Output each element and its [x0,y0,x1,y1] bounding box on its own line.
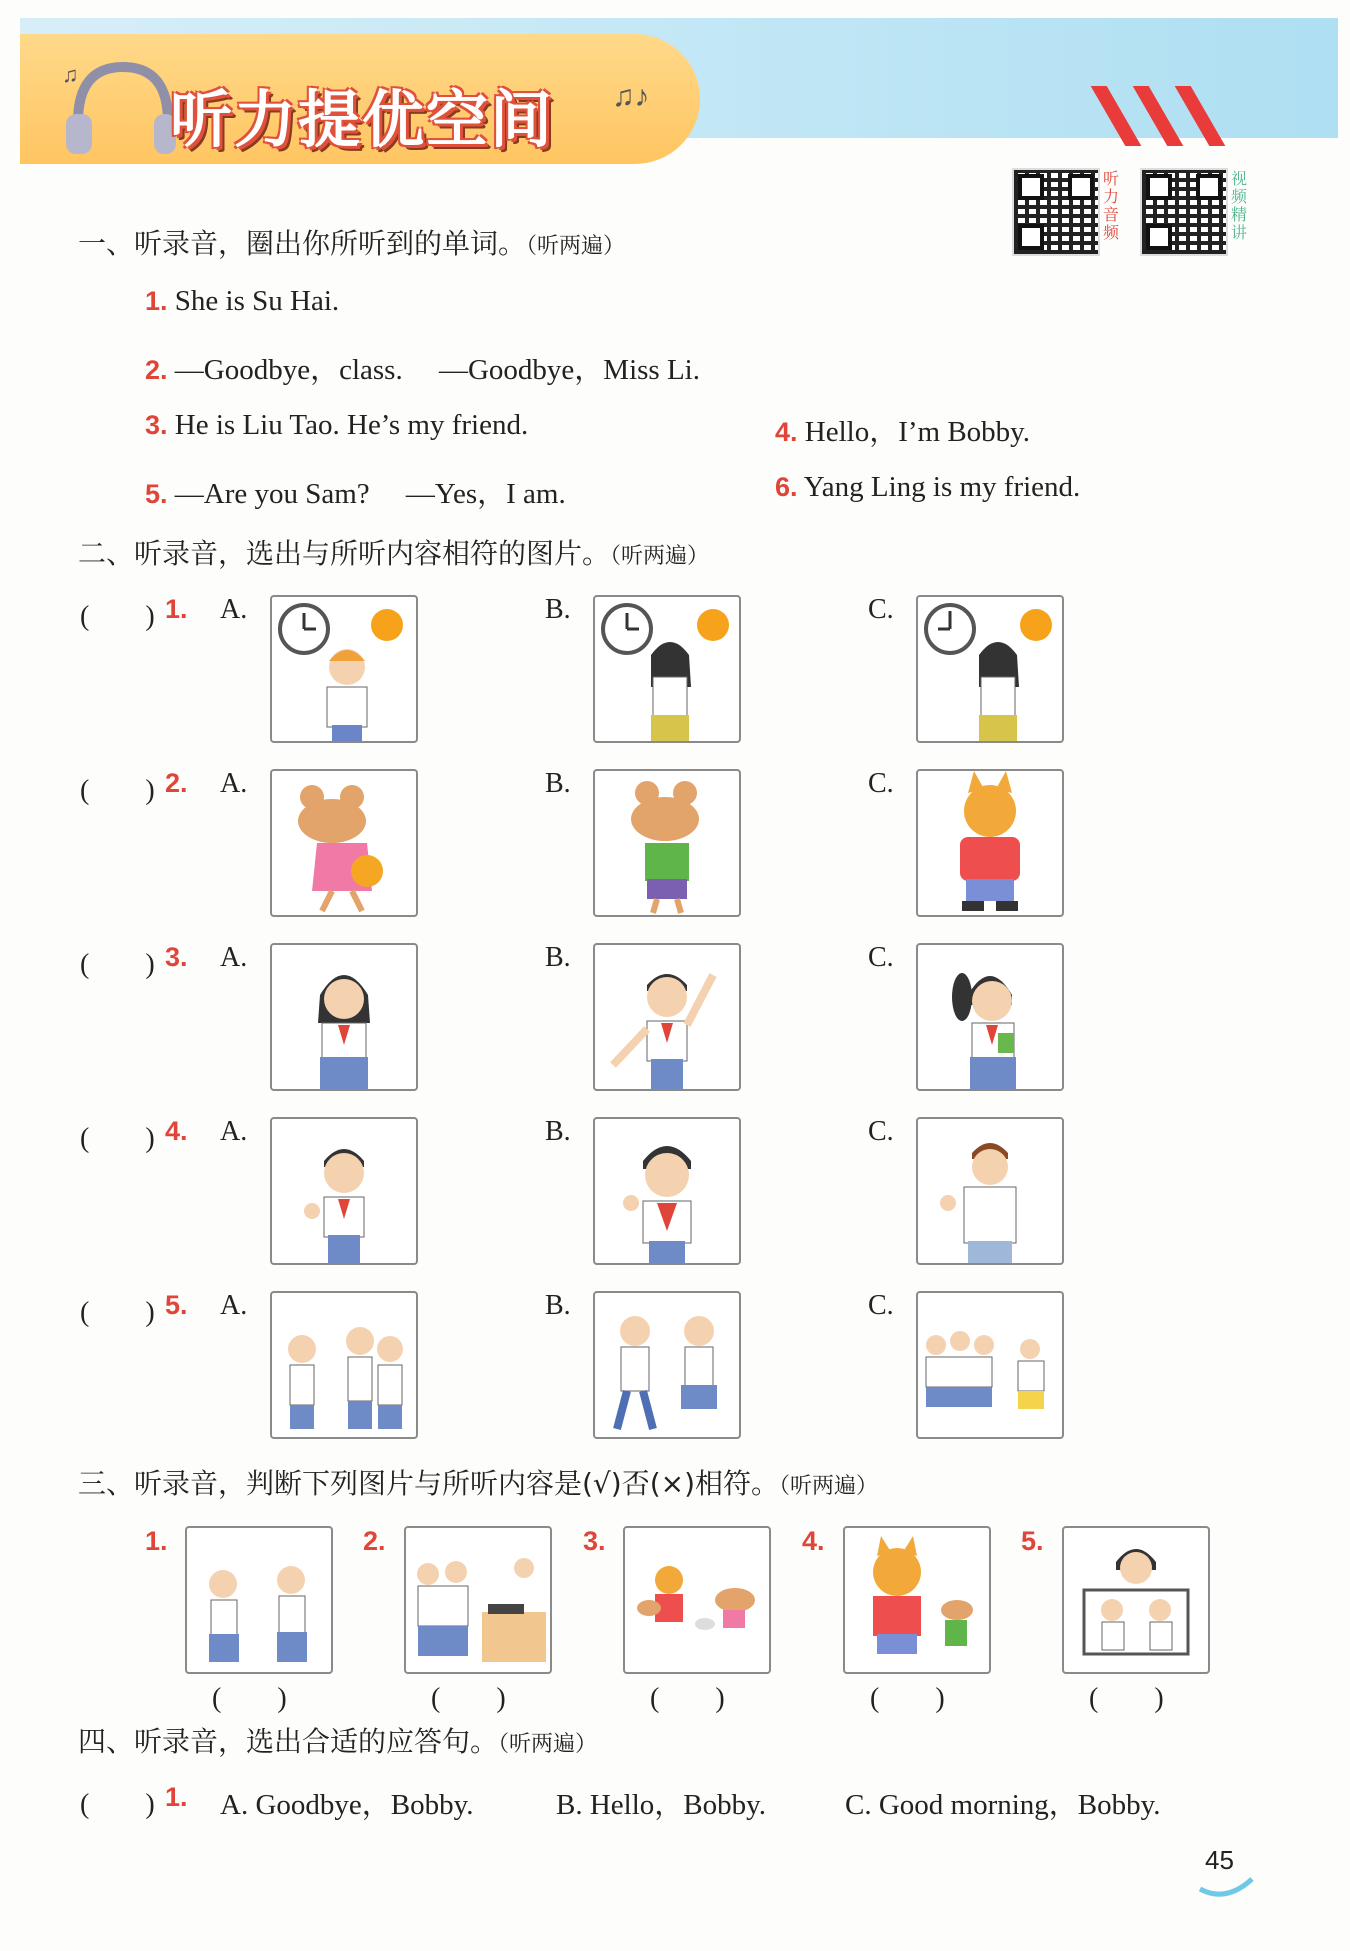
picture-boy-waving[interactable] [593,943,741,1091]
s1-item-4: 4. Hello，I’m Bobby. [775,416,1031,448]
picture-boy-and-girl[interactable] [593,1291,741,1439]
section3-title: 三、听录音，判断下列图片与所听内容是(√)否(×)相符。（听两遍） [78,1467,879,1500]
s3-picture-two-girls[interactable] [185,1526,333,1674]
svg-text:♫: ♫ [62,62,79,87]
picture-group[interactable] [916,1291,1064,1439]
picture-children-three[interactable] [270,1291,418,1439]
option-label-b: B. [545,1290,571,1321]
s1-item-2: 2. —Goodbye，class. —Goodbye，Miss Li. [145,354,700,386]
section1-title: 一、听录音，圈出你所听到的单词。（听两遍） [78,227,626,260]
answer-blank[interactable]: ( ) [80,1789,155,1820]
s2-row-num: 3. [165,942,188,972]
page-number: 45 [1205,1845,1234,1875]
option-label-a: A. [220,1290,248,1321]
picture-girl-clock-sun[interactable] [593,595,741,743]
picture-boy-clock-sun[interactable] [270,595,418,743]
option-label-b: B. [545,942,571,973]
answer-blank[interactable]: ( ) [80,949,155,980]
qr-label-audio: 听力音频 [1102,169,1119,242]
option-label-c: C. [868,768,894,799]
answer-blank[interactable]: ( ) [1089,1683,1164,1714]
s3-num-3: 3. [583,1526,606,1556]
qr-label-video: 视频精讲 [1230,169,1247,242]
answer-blank[interactable]: ( ) [870,1683,945,1714]
option-label-b: B. [545,1116,571,1147]
option-label-c: C. [868,1116,894,1147]
s3-picture-cat-and-mouse[interactable] [623,1526,771,1674]
section4-title: 四、听录音，选出合适的应答句。（听两遍） [78,1725,598,1758]
picture-mouse-boy[interactable] [593,769,741,917]
option-label-a: A. [220,768,248,799]
option-label-b: B. [545,594,571,625]
option-label-c: C. [868,594,894,625]
option-label-c: C. [868,942,894,973]
picture-man[interactable] [916,1117,1064,1265]
s3-num-2: 2. [363,1526,386,1556]
s3-num-5: 5. [1021,1526,1044,1556]
picture-cat[interactable] [916,769,1064,917]
s2-row-num: 5. [165,1290,188,1320]
answer-blank[interactable]: ( ) [431,1683,506,1714]
music-note-icon: ♫♪ [612,80,650,113]
option-label-a: A. [220,1116,248,1147]
s3-picture-classroom[interactable] [404,1526,552,1674]
section2-title: 二、听录音，选出与所听内容相符的图片。（听两遍） [78,537,710,570]
answer-blank[interactable]: ( ) [80,601,155,632]
picture-mouse-girl[interactable] [270,769,418,917]
headphones-icon [58,52,178,162]
s1-item-3: 3. He is Liu Tao. He’s my friend. [145,409,529,441]
answer-blank[interactable]: ( ) [80,1297,155,1328]
page-swoosh-icon [1198,1875,1254,1897]
s1-item-1: 1. She is Su Hai. [145,285,340,317]
s3-picture-girl-photo[interactable] [1062,1526,1210,1674]
picture-girl-ponytail[interactable] [916,943,1064,1091]
s2-row-num: 4. [165,1116,188,1146]
s2-row-num: 1. [165,594,188,624]
s3-num-1: 1. [145,1526,168,1556]
option-label-a: A. [220,942,248,973]
answer-blank[interactable]: ( ) [80,1123,155,1154]
s1-item-6: 6. Yang Ling is my friend. [775,471,1081,503]
option-label-a: A. [220,594,248,625]
s3-num-4: 4. [802,1526,825,1556]
qr-code-audio[interactable] [1012,168,1100,256]
s4-num: 1. [165,1782,188,1812]
s4-option-a: A. Goodbye，Bobby. [220,1789,474,1821]
answer-blank[interactable]: ( ) [80,775,155,806]
picture-boy-2[interactable] [593,1117,741,1265]
s4-option-c: C. Good morning，Bobby. [845,1789,1161,1821]
answer-blank[interactable]: ( ) [650,1683,725,1714]
s2-row-num: 2. [165,768,188,798]
qr-code-video[interactable] [1140,168,1228,256]
option-label-c: C. [868,1290,894,1321]
picture-girl-clock-sun-2[interactable] [916,595,1064,743]
page-title: 听力提优空间 [170,87,555,155]
s4-option-b: B. Hello，Bobby. [556,1789,766,1821]
picture-girl[interactable] [270,943,418,1091]
picture-boy[interactable] [270,1117,418,1265]
s3-picture-cat-mouse[interactable] [843,1526,991,1674]
option-label-b: B. [545,768,571,799]
s1-item-5: 5. —Are you Sam? —Yes，I am. [145,478,566,510]
answer-blank[interactable]: ( ) [212,1683,287,1714]
